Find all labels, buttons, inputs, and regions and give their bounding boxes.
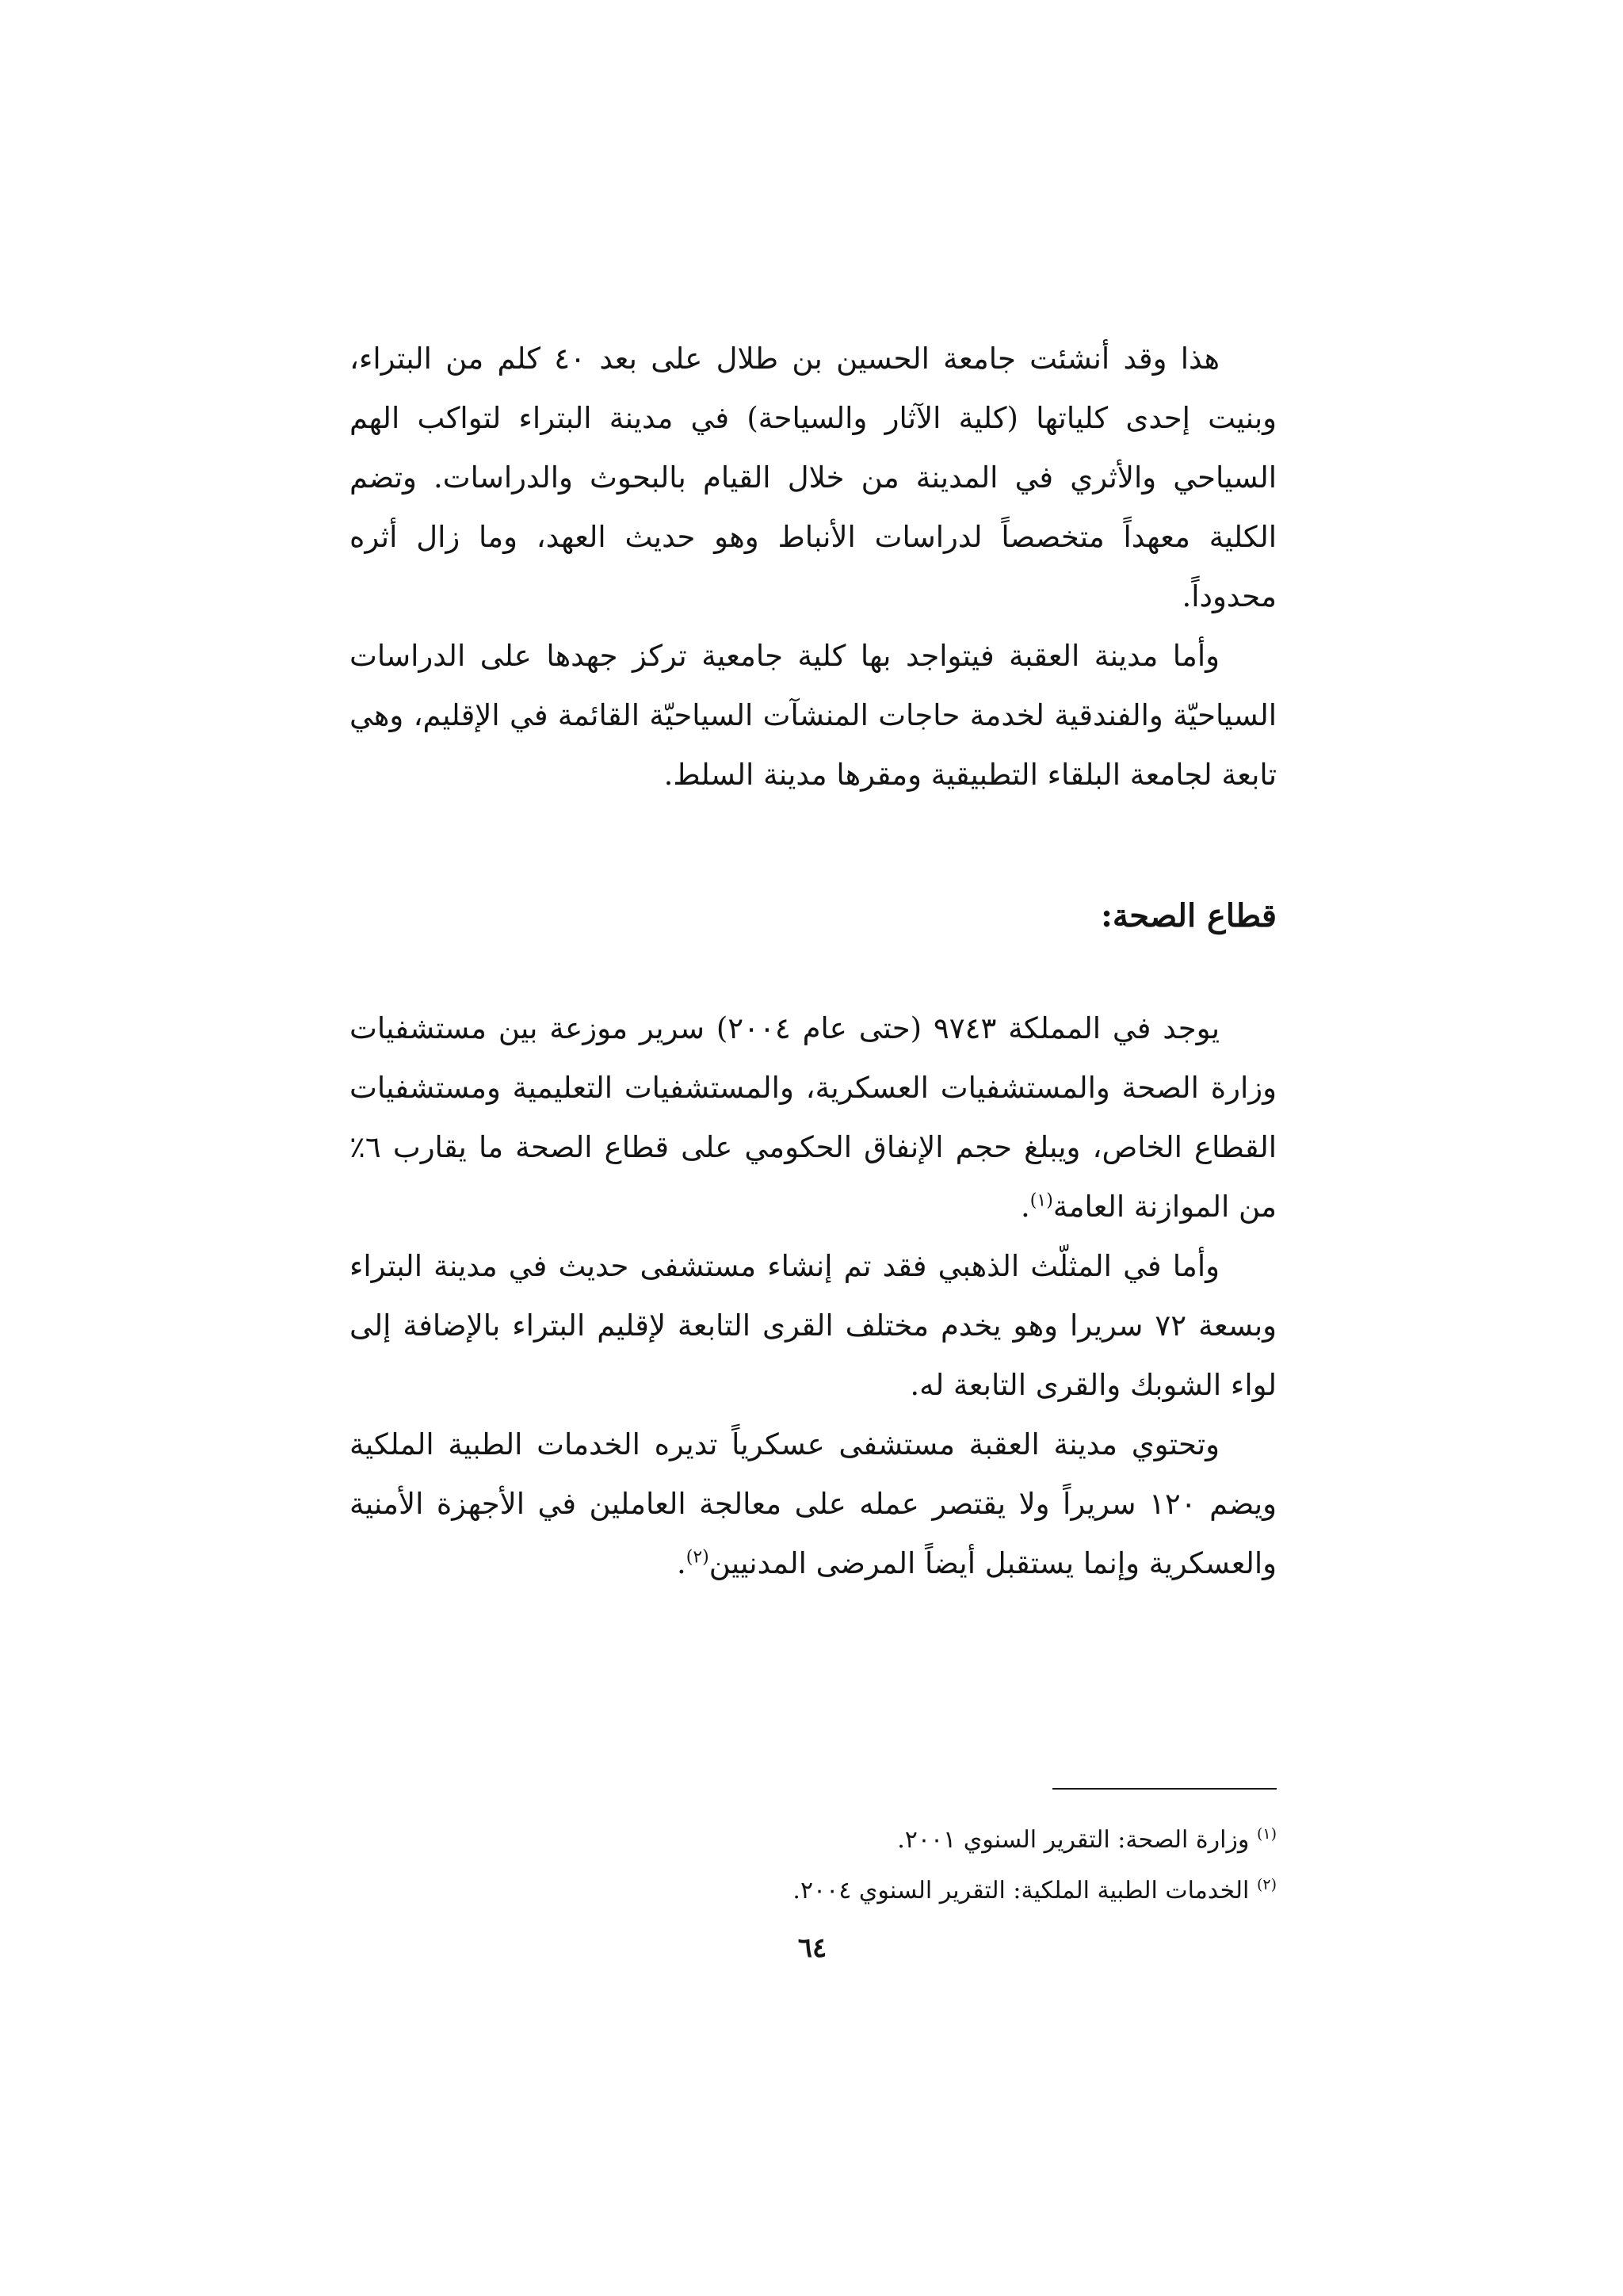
footnote-divider xyxy=(1052,1788,1277,1790)
footnotes xyxy=(349,1815,1277,1916)
page-number: ٦٤ xyxy=(797,1932,827,1964)
section-heading-health: قطاع الصحة: xyxy=(1101,897,1277,934)
paragraph-end-mark: . xyxy=(1021,1190,1030,1224)
paragraph-petra-hospital: وأما في المثلّث الذهبي فقد تم إنشاء مستشفى حديث في مدينة البتراء وبسعة ٧٢ سريرا وهو يخدم مختلف القرى التابعة لإقليم البتراء بالإضافة إلى لواء الشوبك والقرى التابعة له. xyxy=(349,1249,1277,1402)
paragraph-hospital-beds xyxy=(349,999,1277,1236)
paragraph-hussein-university: هذا وقد أنشئت جامعة الحسين بن طلال على بعد ٤٠ كلم من البتراء، وبنيت إحدى كلياتها (كلية الآثار والسياحة) في مدينة البتراء لتواكب الهم السياحي والأثري في المدينة من خلال القيام بالبحوث والدراسات. وتضم الكلية معهداً متخصصاً لدراسات الأنباط وهو حديث العهد، وما زال أثره محدوداً. xyxy=(349,342,1277,613)
footnote-1 xyxy=(349,1815,1277,1866)
footnote-text-2: الخدمات الطبية الملكية: التقرير السنوي ٢٠٠٤. xyxy=(792,1877,1250,1904)
paragraph-end-mark: . xyxy=(676,1546,686,1580)
footnote-2 xyxy=(349,1866,1277,1916)
footnote-marker-2: (٢) xyxy=(1256,1876,1277,1893)
footnote-text-1: وزارة الصحة: التقرير السنوي ٢٠٠١. xyxy=(897,1826,1250,1854)
section-universities xyxy=(349,329,1277,804)
footnote-ref-2[interactable]: (٢) xyxy=(685,1547,709,1568)
paragraph-hospital-beds-text: يوجد في المملكة ٩٧٤٣ (حتى عام ٢٠٠٤) سرير موزعة بين مستشفيات وزارة الصحة والمستشفيات العسكرية، والمستشفيات التعليمية ومستشفيات القطاع الخاص، ويبلغ حجم الإنفاق الحكومي على قطاع الصحة ما يقارب ٦٪ من الموازنة العامة xyxy=(349,1011,1277,1224)
footnote-ref-1[interactable]: (١) xyxy=(1029,1190,1053,1211)
paragraph-aqaba-college: وأما مدينة العقبة فيتواجد بها كلية جامعية تركز جهدها على الدراسات السياحيّة والفندقية لخدمة حاجات المنشآت السياحيّة القائمة في الإقليم، وهي تابعة لجامعة البلقاء التطبيقية ومقرها مدينة السلط. xyxy=(349,639,1277,792)
paragraph-aqaba-military-hospital-text: وتحتوي مدينة العقبة مستشفى عسكرياً تديره الخدمات الطبية الملكية ويضم ١٢٠ سريراً ولا يقتصر عمله على معالجة العاملين في الأجهزة الأمنية والعسكرية وإنما يستقبل أيضاً المرضى المدنيين xyxy=(349,1427,1277,1580)
footnote-marker-1: (١) xyxy=(1256,1825,1277,1843)
paragraph-aqaba-military-hospital xyxy=(349,1415,1277,1593)
section-health xyxy=(349,999,1277,1593)
